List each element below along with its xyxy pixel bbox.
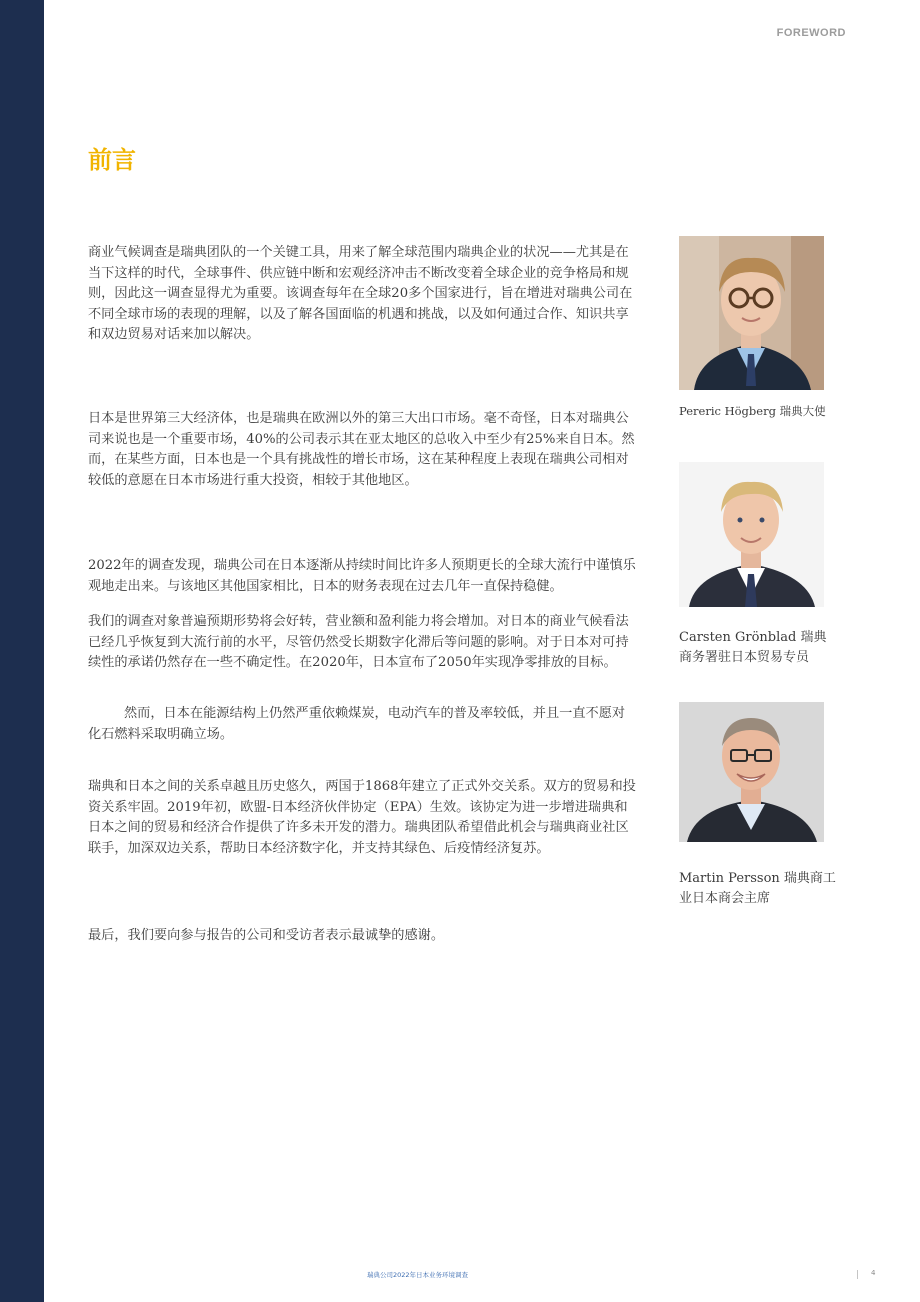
portrait-trade-commissioner (679, 462, 824, 607)
page-number: 4 (871, 1269, 876, 1277)
section-label: FOREWORD (776, 27, 846, 39)
paragraph-japan-market: 日本是世界第三大经济体，也是瑞典在欧洲以外的第三大出口市场。毫不奇怪，日本对瑞典公司来说也是一个重要市场，40%的公司表示其在亚太地区的总收入中至少有25%来自日本。然而，在某些方面，日本也是一个具有挑战性的增长市场，这在某种程度上表现在瑞典公司相对较低的意愿在日本市场进行重大投资，相较于其他地区。 (88, 411, 635, 488)
paragraph-thanks: 最后，我们要向参与报告的公司和受访者表示最诚挚的感谢。 (88, 928, 445, 943)
paragraph-intro: 商业气候调查是瑞典团队的一个关键工具，用来了解全球范围内瑞典企业的状况——尤其是在当下这样的时代，全球事件、供应链中断和宏观经济冲击不断改变着全球企业的竞争格局和规则，因此这一调查显得尤为重要。该调查每年在全球20多个国家进行，旨在增进对瑞典公司在不同全球市场的表现的理解，以及了解各国面临的机遇和挑战，以及如何通过合作、知识共享和双边贸易对话来加以解决。 (88, 245, 633, 342)
portrait-chamber-chairman (679, 702, 824, 842)
paragraph-outlook: 我们的调查对象普遍预期形势将会好转，营业额和盈利能力将会增加。对日本的商业气候看法已经几乎恢复到大流行前的水平，尽管仍然受长期数字化滞后等问题的影响。对于日本对可持续性的承诺仍然存在一些不确定性。在2020年，日本宣布了2050年实现净零排放的目标。 (88, 614, 629, 670)
footer-divider (857, 1270, 858, 1279)
paragraph-survey-findings: 2022年的调查发现，瑞典公司在日本逐渐从持续时间比许多人预期更长的全球大流行中谨慎乐观地走出来。与该地区其他国家相比，日本的财务表现在过去几年一直保持稳健。 (88, 558, 636, 594)
footer-report-title: 瑞典公司2022年日本业务环境调查 (366, 1271, 469, 1279)
portrait-ambassador (679, 236, 824, 390)
page-title: 前言 (88, 146, 136, 174)
sidebar-band (0, 0, 44, 1302)
paragraph-energy: 然而，日本在能源结构上仍然严重依赖煤炭，电动汽车的普及率较低，并且一直不愿对化石燃料采取明确立场。 (88, 706, 626, 742)
portrait-caption-chamber-chairman: Martin Persson 瑞典商工业日本商会主席 (679, 871, 836, 906)
portrait-caption-trade-commissioner: Carsten Grönblad 瑞典商务署驻日本贸易专员 (679, 630, 827, 665)
paragraph-relations: 瑞典和日本之间的关系卓越且历史悠久，两国于1868年建立了正式外交关系。双方的贸易和投资关系牢固。2019年初，欧盟-日本经济伙伴协定（EPA）生效。该协定为进一步增进瑞典和日本之间的贸易和经济合作提供了许多未开发的潜力。瑞典团队希望借此机会与瑞典商业社区联手，加深双边关系，帮助日本经济数字化，并支持其绿色、后疫情经济复苏。 (88, 779, 636, 856)
portrait-caption-ambassador: Pereric Högberg 瑞典大使 (679, 404, 826, 418)
